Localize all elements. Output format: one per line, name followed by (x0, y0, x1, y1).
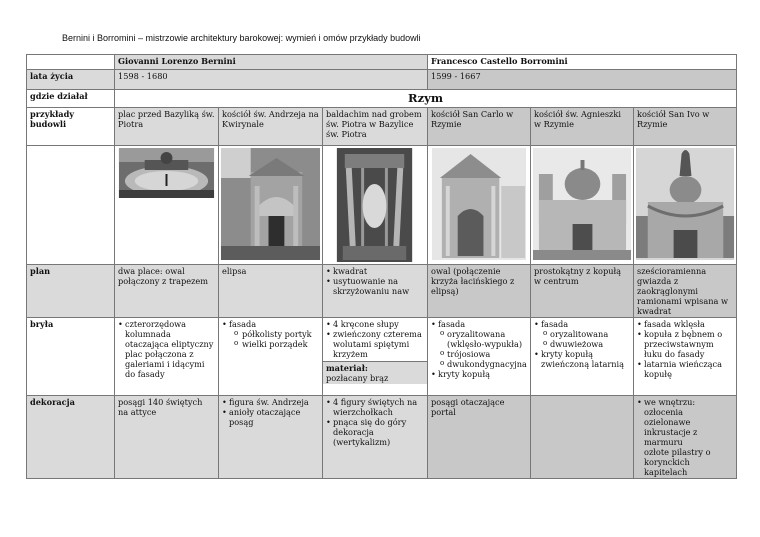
document-title: Bernini i Borromini – mistrzowie architektury barokowej: wymień i omów przykłady budowli (62, 33, 421, 43)
photos-row (27, 146, 737, 265)
label-dekoracja: dekoracja (27, 396, 115, 479)
label-bryla: bryła (27, 318, 115, 396)
bryla-5-tail: • kryty kopułą zwieńczoną latarnią (534, 349, 630, 369)
bryla-4-tail: • kryty kopułą (431, 369, 527, 379)
label-lata: lata życia (27, 70, 115, 90)
bryla-1-item: • czterorzędowa kolumnada otaczająca eliptyczny plac połączona z galeriami i idącymi do fasady (118, 319, 215, 379)
plan-3-item-1: • kwadrat (326, 266, 424, 276)
plan-row (27, 265, 737, 318)
bryla-2-sub-2: o wielki porządek (234, 339, 319, 349)
label-plan: plan (27, 265, 115, 318)
bryla-2 (219, 318, 323, 396)
bryla-4-sub-2: o trójosiowa (440, 349, 527, 359)
bryla-2-head: • fasada (222, 319, 319, 329)
label-gdzie: gdzie działał (27, 90, 115, 108)
bryla-3-item-2: • zwieńczony czterema wolutami spiętymi krzyżem (326, 329, 424, 359)
dekoracja-4: posągi otaczające portal (428, 396, 531, 479)
dekoracja-2 (219, 396, 323, 479)
borromini-years: 1599 - 1667 (428, 70, 737, 90)
bryla-row (27, 318, 737, 396)
dekoracja-row (27, 396, 737, 479)
bryla-5 (531, 318, 634, 396)
dekoracja-6-head: • we wnętrzu: (637, 397, 733, 407)
bryla-4-sub-3: o dwukondygnacyjna (440, 359, 527, 369)
bryla-2-sub-1: o półkolisty portyk (234, 329, 319, 339)
bryla-6-item-2: • kopuła z bębnem o przeciwstawnym łuku do fasady (637, 329, 733, 359)
bryla-4 (428, 318, 531, 396)
bryla-5-head: • fasada (534, 319, 630, 329)
bryla-6-item-3: • latarnia wieńcząca kopułę (637, 359, 733, 379)
bryla-6-item-1: • fasada wklęsła (637, 319, 733, 329)
header-row (27, 55, 737, 70)
examples-row (27, 108, 737, 146)
plan-1: dwa place: owal połączony z trapezem (115, 265, 219, 318)
bernini-years: 1598 - 1680 (115, 70, 428, 90)
photo-sant-ivo (634, 146, 737, 265)
borromini-name: Francesco Castello Borromini (428, 55, 737, 70)
material-label: materiał: (326, 363, 368, 373)
photo-baldachin (323, 146, 428, 265)
years-row (27, 70, 737, 90)
dekoracja-5 (531, 396, 634, 479)
dekoracja-3-item-2: • pnąca się do góry dekoracja (wertykalizm) (326, 417, 424, 447)
bryla-3-item-1: • 4 kręcone słupy (326, 319, 424, 329)
label-przyklady: przykłady budowli (27, 108, 115, 146)
photo-san-carlo (428, 146, 531, 265)
building-6: kościół San Ivo w Rzymie (634, 108, 737, 146)
comparison-table (26, 54, 737, 479)
bryla-3 (323, 318, 428, 396)
where-row (27, 90, 737, 108)
dekoracja-6-sub-3: ozłote pilastry o korynckich kapitelach (644, 447, 711, 477)
bryla-5-sub-2: o dwuwieżowa (543, 339, 630, 349)
plan-3 (323, 265, 428, 318)
city-name: Rzym (115, 90, 737, 108)
corner-cell (27, 55, 115, 70)
plan-6: sześcioramienna gwiazda z zaokrąglonymi ramionami wpisana w kwadrat (634, 265, 737, 318)
plan-3-item-2: • usytuowanie na skrzyżowaniu naw (326, 276, 424, 296)
dekoracja-3-item-1: • 4 figury świętych na wierzchołkach (326, 397, 424, 417)
dekoracja-2-item-1: • figura św. Andrzeja (222, 397, 319, 407)
dekoracja-1: posągi 140 świętych na attyce (115, 396, 219, 479)
bryla-6 (634, 318, 737, 396)
building-3: baldachim nad grobem św. Piotra w Bazylice św. Piotra (323, 108, 428, 146)
photo-sant-agnese (531, 146, 634, 265)
plan-2: elipsa (219, 265, 323, 318)
plan-4: owal (połączenie krzyża łacińskiego z elipsą) (428, 265, 531, 318)
building-5: kościół św. Agnieszki w Rzymie (531, 108, 634, 146)
bryla-1 (115, 318, 219, 396)
plan-5: prostokątny z kopułą w centrum (531, 265, 634, 318)
bryla-4-sub-1: o oryzalitowana (wklęsło-wypukła) (440, 329, 527, 349)
material-value: pozłacany brąz (326, 373, 389, 383)
dekoracja-3 (323, 396, 428, 479)
building-4: kościół San Carlo w Rzymie (428, 108, 531, 146)
dekoracja-2-item-2: • anioły otaczające posąg (222, 407, 319, 427)
bryla-4-head: • fasada (431, 319, 527, 329)
dekoracja-6 (634, 396, 737, 479)
photo-st-peters-square (115, 146, 219, 265)
building-2: kościół św. Andrzeja na Kwirynale (219, 108, 323, 146)
dekoracja-6-sub-1: ozłocenia (644, 407, 684, 417)
bryla-5-sub-1: o oryzalitowana (543, 329, 630, 339)
bernini-name: Giovanni Lorenzo Bernini (115, 55, 428, 70)
photo-sant-andrea (219, 146, 323, 265)
dekoracja-6-sub-2: ozielonawe inkrustacje z marmuru (644, 417, 698, 447)
building-1: plac przed Bazyliką św. Piotra (115, 108, 219, 146)
photo-label-cell (27, 146, 115, 265)
